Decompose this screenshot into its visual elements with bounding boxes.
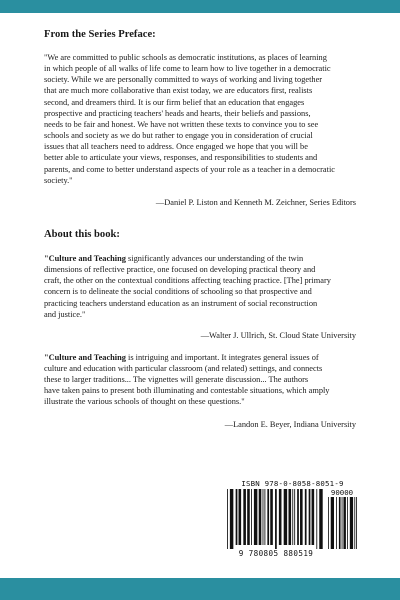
review-beyer-attribution: —Landon E. Beyer, Indiana University [224,419,356,429]
review-ullrich-body [44,265,331,319]
ean13-barcode-bars [227,489,325,549]
text-line: in which people of all walks of life come to learn how to live together in a democratic [44,64,331,74]
barcode-bar [328,497,329,549]
ean-digits: 9 780805 880519 [238,549,314,558]
barcode-bar [354,497,355,549]
review-ullrich [44,253,362,320]
text-line: have taken pains to present both illuminating and contestable situations, which amply [44,386,330,396]
barcode-bar [319,489,322,549]
text-line: second, and dreamers third. It is our firm belief that an education that engages [44,97,305,107]
barcode-bar [267,489,269,545]
text-line: dimensions of reflective practice, one focused on developing practical theory and [44,265,316,275]
barcode-bar [279,489,282,545]
barcode-bar [347,497,348,549]
barcode-bar [230,489,233,549]
barcode-bar [263,489,264,545]
text-line: parents, and come to better understand aspects of your role as a teacher in a democratic [44,164,335,174]
about-book-heading: About this book: [44,228,120,240]
barcode-bar [251,489,252,545]
barcode-bar [297,489,299,545]
barcode-bar [227,489,228,549]
barcode-bar [239,489,242,545]
isbn-text: ISBN 978-0-8058-8051-9 [241,479,344,488]
text-line: "We are committed to public schools as democratic institutions, as places of learning [44,53,327,62]
barcode-bar [288,489,291,545]
text-line: better able to articulate your views, responses, and responsibilities to students and [44,153,318,163]
barcode-bar [305,489,307,545]
isbn-barcode [227,479,358,562]
text-line: practicing teachers understand education as an instrument of social reconstruction [44,298,318,308]
barcode-bar [236,489,238,545]
back-cover-text [44,29,362,430]
text-line: illustrate the various schools of thought on these questions." [44,397,245,407]
barcode-bar [294,489,295,545]
text-line: that are much more collaborative than exist today, we are educators first, realists [44,86,313,96]
barcode-bar [275,489,277,549]
barcode-bar [254,489,257,545]
barcode-bar [247,489,250,545]
review-beyer [44,352,362,408]
barcode-bar [292,489,293,545]
barcode-bar [342,497,343,549]
review-beyer-body [44,364,329,406]
barcode-bar [350,497,353,549]
barcode-bar [309,489,311,545]
text-line: and justice." [44,309,86,319]
text-line: these to larger traditions... The vignettes will generate discussion... The authors [44,375,309,385]
barcode-bar [356,497,357,549]
review-beyer-first-line: is intriguing and important. It integrates general issues of [125,352,319,362]
text-line: society." [44,175,73,185]
bottom-color-band [0,578,400,600]
addon-barcode-bars [328,497,358,549]
series-preface-quote [44,52,362,186]
barcode-bar [331,497,334,549]
barcode-bar [312,489,315,545]
top-color-band [0,0,400,13]
review-ullrich-book-title: "Culture and Teaching [44,253,126,263]
barcode-bar [336,497,337,549]
review-ullrich-attribution: —Walter J. Ullrich, St. Cloud State University [200,330,356,340]
review-beyer-book-title: "Culture and Teaching [44,352,126,362]
text-line: prospective and practicing teachers' heads and hearts, their beliefs and passions, [44,108,311,118]
barcode-bar [270,489,273,545]
barcode-bar [243,489,246,545]
barcode-bar [259,489,262,545]
text-line: concern is to delineate the social conditions of schooling so that prospective and [44,287,312,297]
barcode-bar [316,489,317,549]
series-preface-heading: From the Series Preface: [44,29,156,40]
text-line: issues that all teachers need to address. Once engaged we hope that you will be [44,142,308,152]
price-addon-digits: 90000 [330,488,354,497]
review-ullrich-first-line: significantly advances our understanding of the twin [125,253,304,263]
text-line: schools and society as we do but rather to engage you in consideration of crucial [44,131,313,141]
barcode-bar [339,497,341,549]
text-line: culture and education with particular classroom (and related) settings, and connects [44,363,323,373]
series-preface-attribution: —Daniel P. Liston and Kenneth M. Zeichner, Series Editors [155,197,356,207]
text-line: craft, the other on the contextual conditions affecting teaching practice. [The] primary [44,276,331,286]
barcode-bar [264,489,265,545]
barcode-bar [284,489,287,545]
text-line: needs to be fair and honest. We have not written these texts to convince you to see [44,119,319,129]
text-line: society. While we are personally committed to ways of working and living together [44,75,323,85]
barcode-bar [300,489,303,545]
barcode-bar [343,497,345,549]
